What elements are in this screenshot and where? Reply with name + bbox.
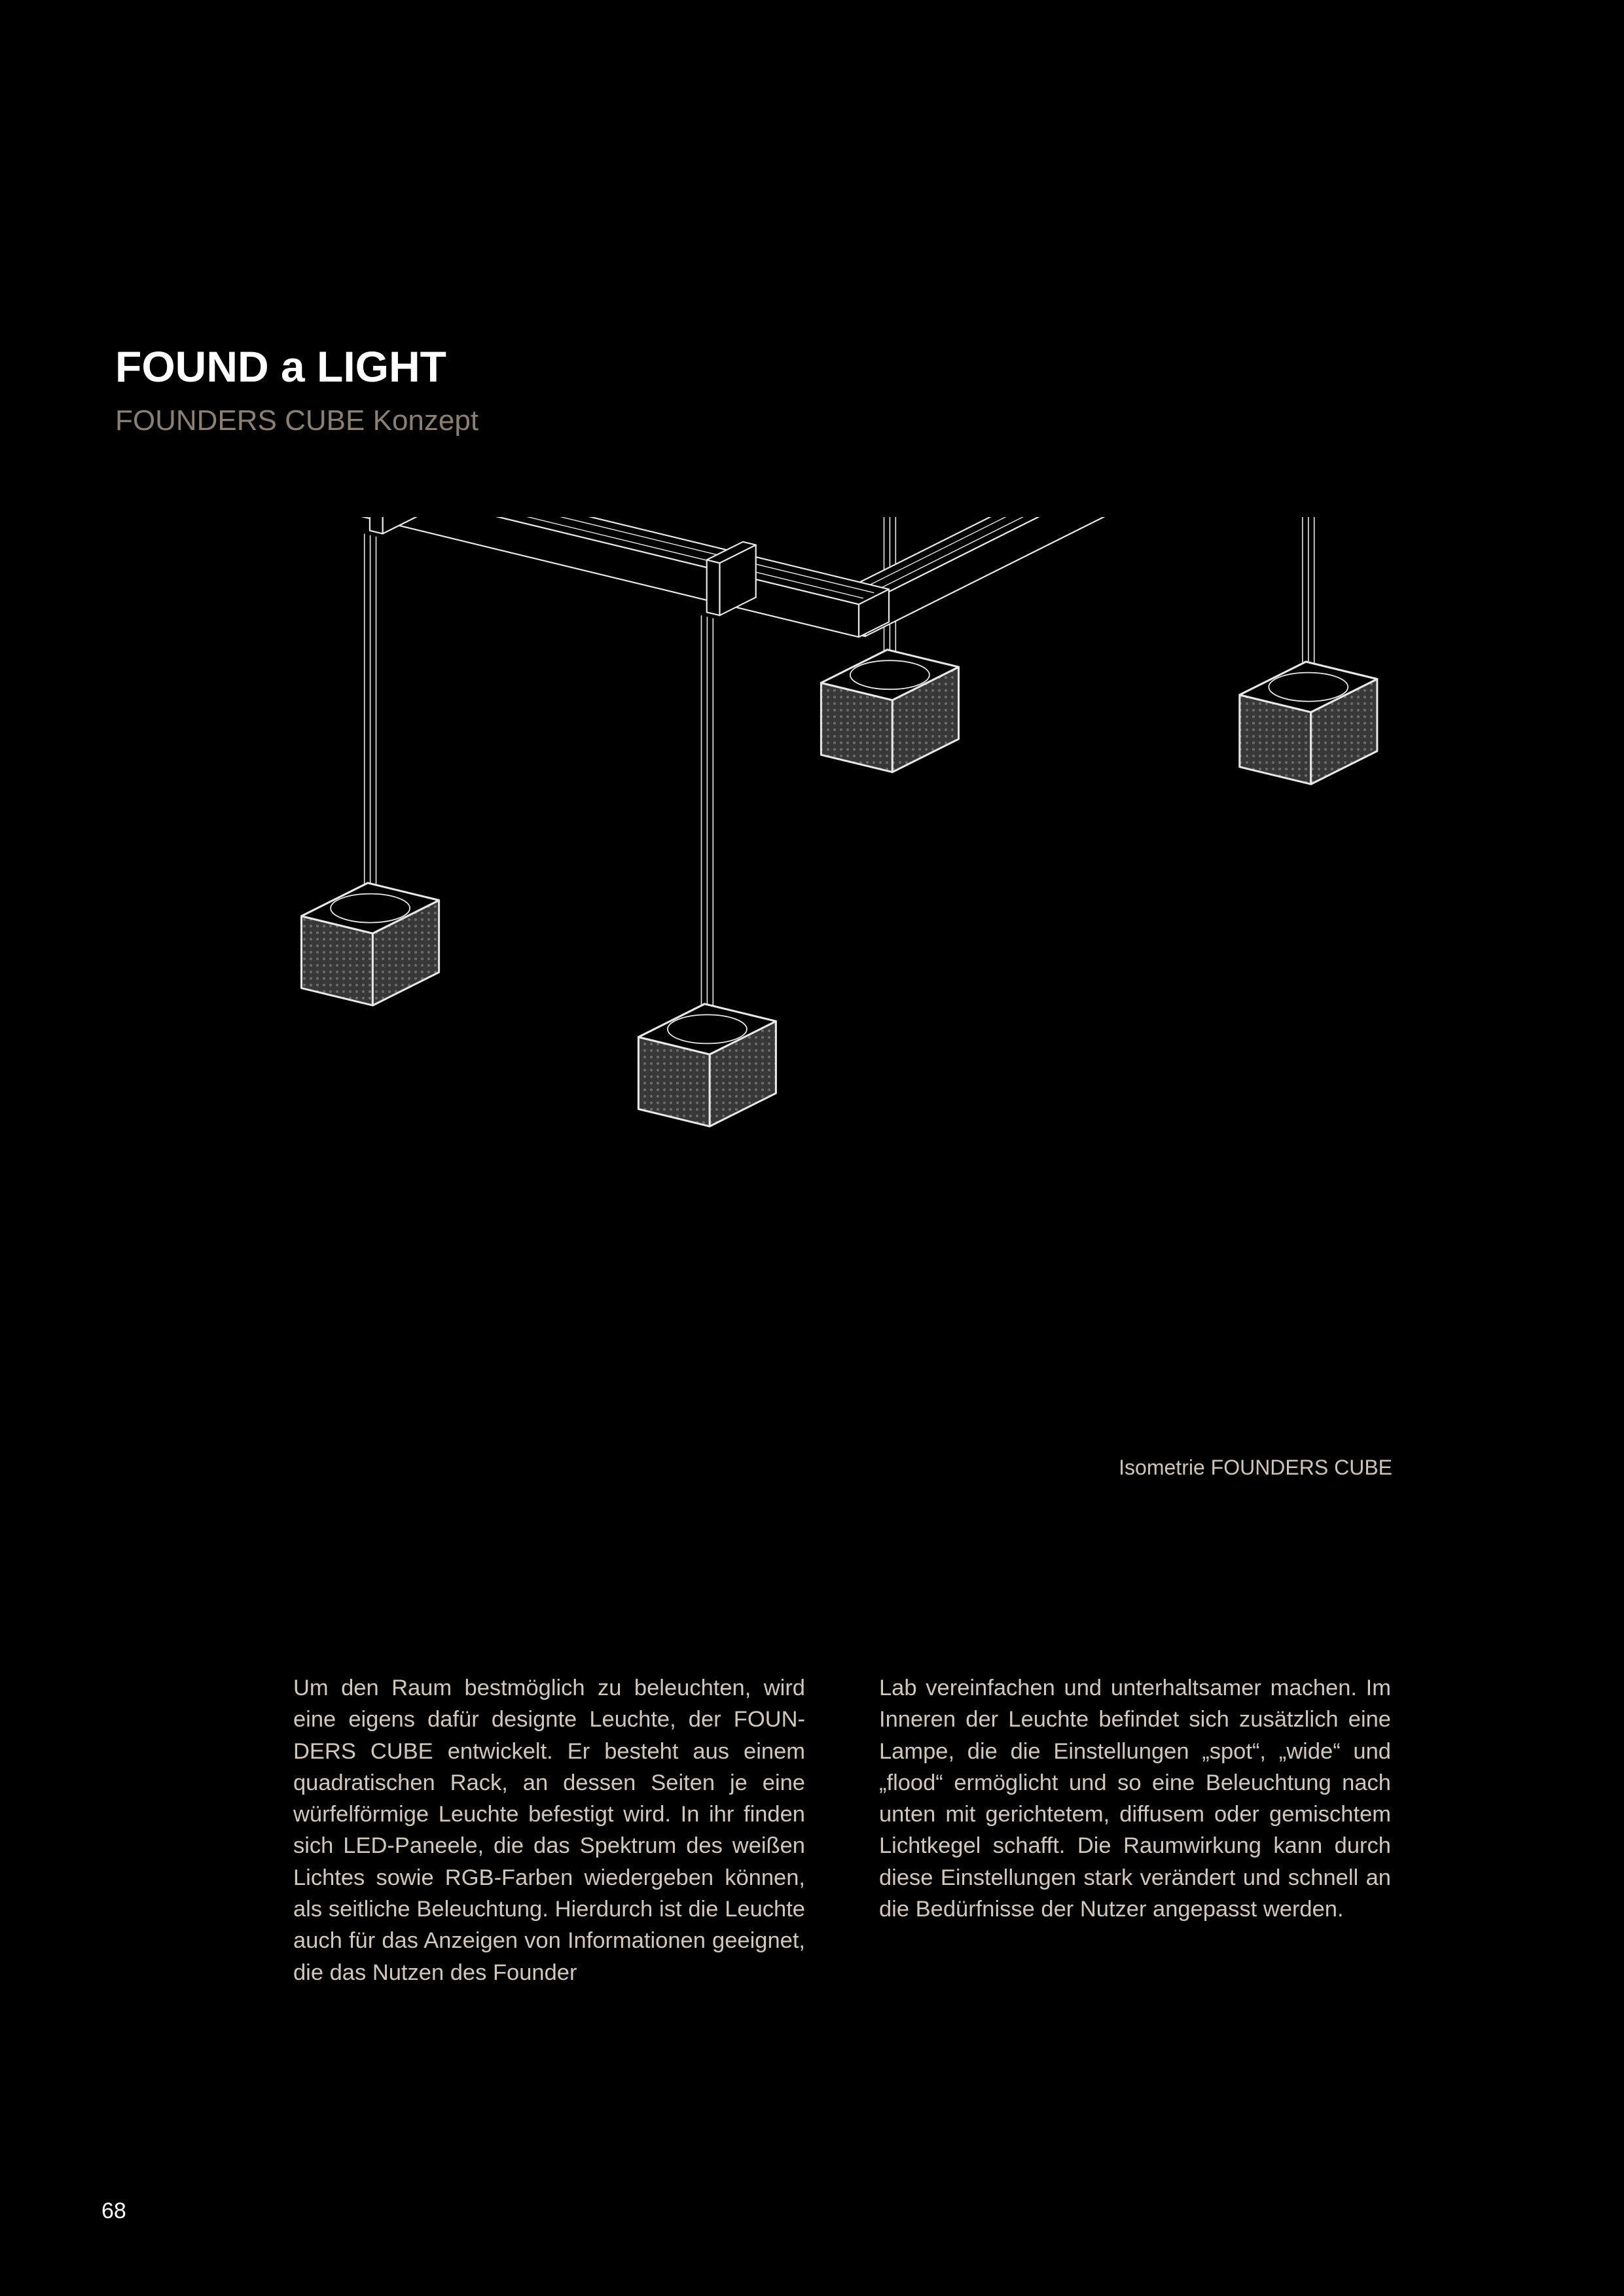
clamp-left-face-left xyxy=(370,517,383,533)
page-title: FOUND a LIGHT xyxy=(115,342,446,391)
figure-caption: Isometrie FOUNDERS CUBE xyxy=(1119,1456,1392,1479)
rack-drawing-icon xyxy=(190,517,1434,1433)
body-text-left-column: Um den Raum bestmöglich zu beleuchten, wird eine eigens dafür designte Leuchte, der FOUNDERS CUBE entwickelt. Er besteht aus einem quadratischen Rack, an dessen Seiten je eine würfelförmige Leuchte befestigt wird. In ihr finden sich LED-Paneele, die das Spektrum des weißen Lichtes sowie RGB-Farben wiedergeben können, als seitliche Beleuchtung. Hierdurch ist die Leuchte auch für das Anzeigen von Informationen geeignet, die das Nutzen des Founder xyxy=(293,1676,805,1985)
page-number: 68 xyxy=(101,2198,126,2223)
frame-beam-front-right-face-right xyxy=(865,517,1419,636)
isometric-rack-illustration xyxy=(190,517,1434,1433)
body-text-right-column: Lab vereinfachen und unterhaltsamer machen. Im Inneren der Leuchte befindet sich zusätzlich eine Lampe, die die Einstellungen „spot“, „wide“ und „flood“ ermöglicht und so eine Beleuchtung nach unten mit gerichtetem, diffusem oder gemischtem Lichtkegel schafft. Die Raumwirkung kann durch diese Einstellungen stark verändert und schnell an die Bedürfnisse der Nutzer angepasst werden. xyxy=(879,1676,1391,1922)
clamp-front-face-left xyxy=(707,560,720,615)
page-subtitle: FOUNDERS CUBE Konzept xyxy=(115,404,479,437)
